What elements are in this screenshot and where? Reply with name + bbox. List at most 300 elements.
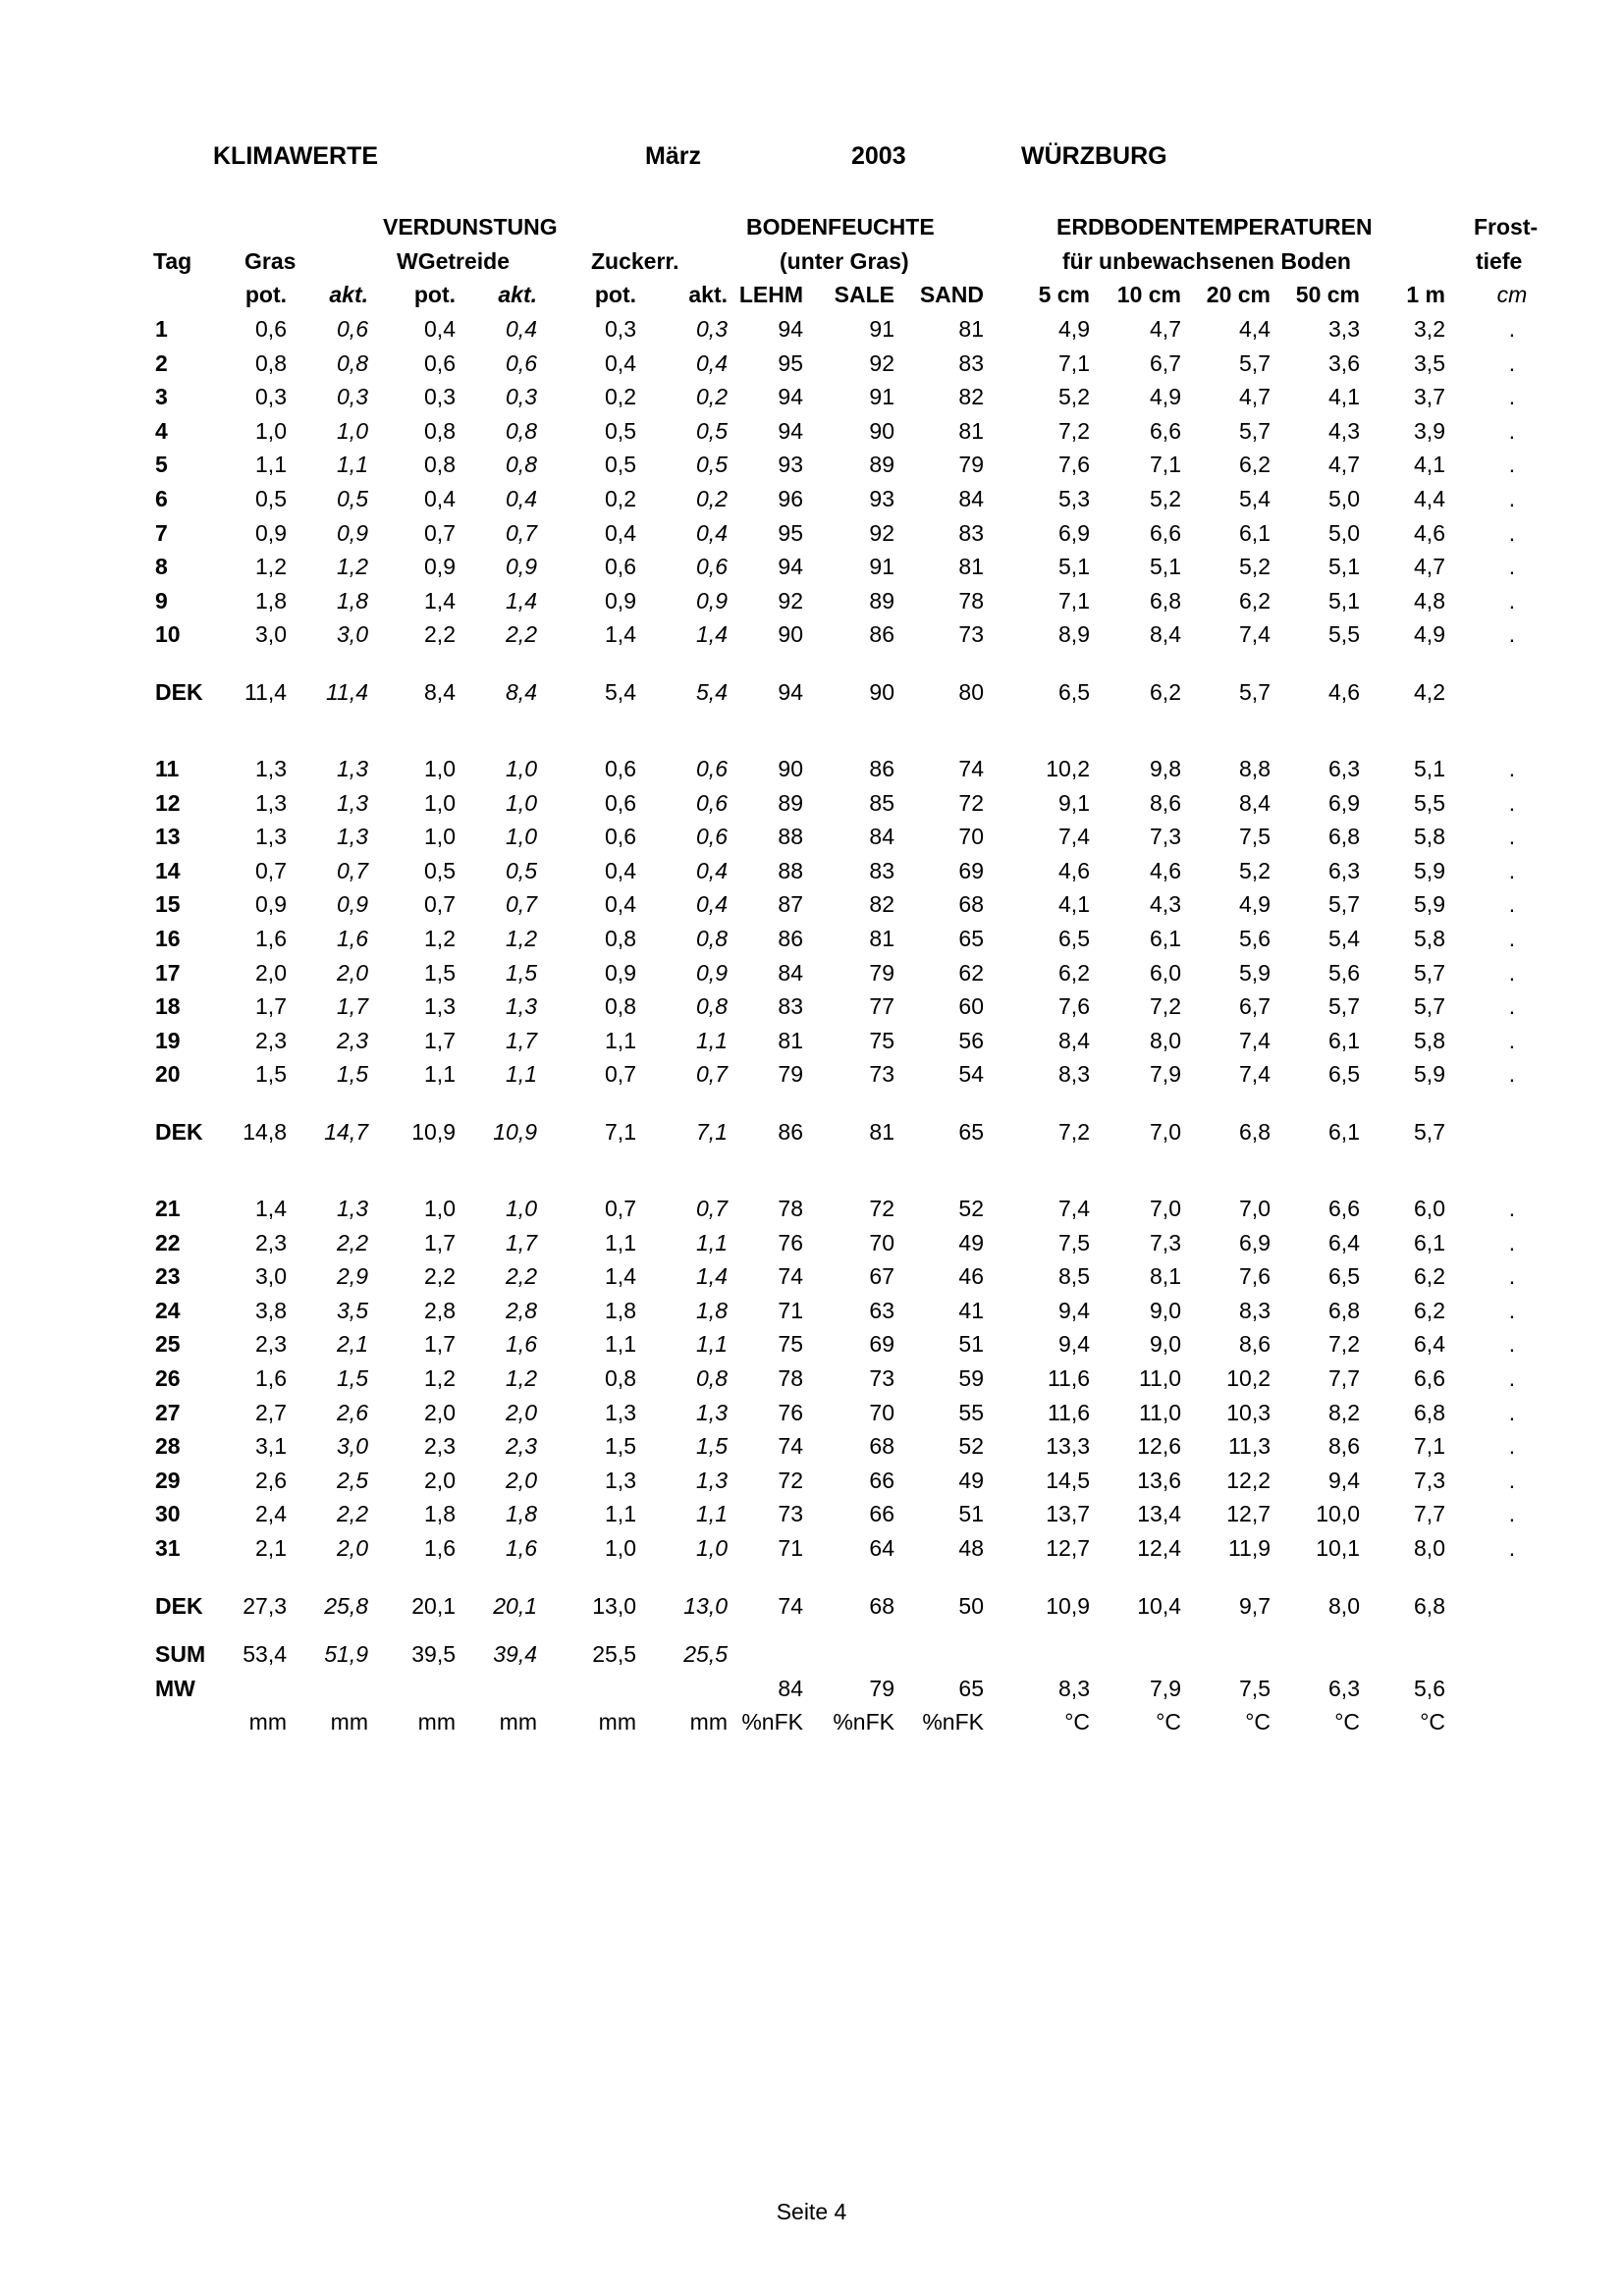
table-cell: 7,0 xyxy=(1150,1196,1181,1221)
table-cell: 1,5 xyxy=(255,1061,287,1088)
table-cell: 1,6 xyxy=(506,1535,537,1561)
table-cell: 6,0 xyxy=(1414,1196,1445,1221)
table-cell: 7,1 xyxy=(1150,452,1181,478)
table-cell: 14,5 xyxy=(1046,1467,1090,1493)
dek-cell: 80 xyxy=(958,679,984,705)
column-header: akt. xyxy=(688,282,728,307)
table-cell: 0,3 xyxy=(255,384,287,410)
table-cell: 0,2 xyxy=(605,384,636,410)
table-cell: 0,5 xyxy=(337,486,368,511)
table-cell: 8,0 xyxy=(1150,1027,1181,1053)
table-cell: 7,1 xyxy=(1058,587,1090,614)
table-cell: 41 xyxy=(958,1297,984,1323)
table-cell: 0,4 xyxy=(506,486,537,511)
header-wgetreide: WGetreide xyxy=(397,248,511,274)
table-cell: 0,5 xyxy=(605,452,636,478)
dek-cell: 7,0 xyxy=(1150,1119,1181,1145)
table-cell: 0,6 xyxy=(506,349,537,376)
table-cell: 0,3 xyxy=(337,384,368,410)
table-cell: 6,1 xyxy=(1150,926,1181,951)
dek-cell: 7,2 xyxy=(1058,1119,1090,1145)
table-cell: 0,9 xyxy=(337,891,368,918)
table-cell: 9,0 xyxy=(1150,1331,1181,1358)
table-cell: 78 xyxy=(778,1365,803,1391)
table-cell: 0,4 xyxy=(424,486,456,511)
table-cell: 4,9 xyxy=(1414,621,1445,648)
table-cell: 1,1 xyxy=(696,1501,728,1527)
table-cell: 6,8 xyxy=(1328,1297,1360,1323)
table-cell: 5,2 xyxy=(1239,554,1271,580)
table-cell: 7,0 xyxy=(1239,1196,1271,1221)
table-cell: 0,5 xyxy=(696,452,728,478)
table-cell: 73 xyxy=(778,1501,803,1527)
table-cell: 3,0 xyxy=(337,621,368,648)
table-cell: 84 xyxy=(778,959,803,986)
table-cell: 0,6 xyxy=(605,789,636,816)
table-cell: 1,0 xyxy=(696,1535,728,1561)
dek-cell: 5,7 xyxy=(1239,679,1271,705)
table-cell: 4,4 xyxy=(1239,316,1271,342)
table-cell: 7,2 xyxy=(1058,417,1090,444)
table-cell: 8,2 xyxy=(1328,1399,1360,1425)
table-cell: 8,0 xyxy=(1414,1535,1445,1561)
table-cell: 1,5 xyxy=(337,1061,368,1088)
table-cell: 7,4 xyxy=(1239,621,1271,648)
table-cell: 2,0 xyxy=(337,1535,368,1561)
doc-year: 2003 xyxy=(851,142,906,170)
table-cell: 6,6 xyxy=(1150,519,1181,546)
table-cell: 70 xyxy=(869,1399,894,1425)
table-cell: 5,9 xyxy=(1414,857,1445,883)
header-tiefe: tiefe xyxy=(1476,248,1523,274)
table-cell: 74 xyxy=(778,1263,803,1290)
table-cell: 2,2 xyxy=(506,1263,537,1290)
table-cell: 94 xyxy=(778,384,803,410)
table-cell: 89 xyxy=(869,587,894,614)
dek-cell: 5,4 xyxy=(696,679,728,705)
table-cell: 5,0 xyxy=(1328,486,1360,511)
table-cell: 82 xyxy=(869,891,894,918)
table-cell: 12,7 xyxy=(1226,1501,1271,1527)
table-cell: 2,0 xyxy=(255,959,287,986)
dek-cell: 94 xyxy=(778,679,803,705)
table-cell: 0,4 xyxy=(424,316,456,342)
table-cell: 1,0 xyxy=(424,1196,456,1221)
table-cell: 0,9 xyxy=(255,519,287,546)
table-cell: 0,5 xyxy=(696,417,728,444)
table-cell: 79 xyxy=(958,452,984,478)
table-cell: 0,7 xyxy=(696,1061,728,1088)
column-header: cm xyxy=(1496,282,1528,307)
table-cell: 5,5 xyxy=(1328,621,1360,648)
table-cell: 78 xyxy=(958,587,984,614)
table-cell: 2,6 xyxy=(337,1399,368,1425)
day-label: 15 xyxy=(155,891,181,918)
table-cell: 9,4 xyxy=(1058,1331,1090,1358)
table-cell: 2,5 xyxy=(337,1467,368,1493)
table-cell: 5,1 xyxy=(1150,554,1181,580)
table-cell: 1,7 xyxy=(255,993,287,1020)
header-tag: Tag xyxy=(153,248,192,274)
table-cell: 12,6 xyxy=(1137,1433,1181,1460)
table-cell: 1,6 xyxy=(337,926,368,951)
table-cell: 6,1 xyxy=(1328,1027,1360,1053)
column-header: pot. xyxy=(413,282,456,307)
table-cell: 0,6 xyxy=(696,756,728,781)
table-cell: 8,4 xyxy=(1150,621,1181,648)
table-cell: 0,7 xyxy=(605,1061,636,1088)
day-label: 8 xyxy=(155,554,168,580)
table-cell: 1,5 xyxy=(605,1433,636,1460)
column-header: akt. xyxy=(329,282,368,307)
table-cell: 0,4 xyxy=(605,857,636,883)
table-cell: 5,8 xyxy=(1414,1027,1445,1053)
table-cell: 0,7 xyxy=(696,1196,728,1221)
day-label: 6 xyxy=(155,486,168,511)
table-cell: 74 xyxy=(778,1433,803,1460)
table-cell: 6,2 xyxy=(1239,452,1271,478)
table-cell: 75 xyxy=(778,1331,803,1358)
table-cell: 2,3 xyxy=(506,1433,537,1460)
table-cell: 6,4 xyxy=(1414,1331,1445,1358)
header-bodenfeuchte: BODENFEUCHTE xyxy=(746,214,935,240)
table-cell: 1,4 xyxy=(605,1263,636,1290)
table-cell: 48 xyxy=(958,1535,984,1561)
table-cell: 83 xyxy=(958,519,984,546)
table-cell: 90 xyxy=(778,756,803,781)
table-cell: 79 xyxy=(778,1061,803,1088)
table-cell: 1,6 xyxy=(255,926,287,951)
table-cell: 6,8 xyxy=(1328,824,1360,850)
table-cell: 0,7 xyxy=(506,891,537,918)
table-cell: 72 xyxy=(958,789,984,816)
table-cell: 8,6 xyxy=(1328,1433,1360,1460)
table-cell: 1,1 xyxy=(506,1061,537,1088)
table-cell: 0,6 xyxy=(696,824,728,850)
dek-cell: 20,1 xyxy=(493,1592,537,1619)
table-cell: 52 xyxy=(958,1433,984,1460)
table-cell: . xyxy=(1508,1196,1516,1221)
table-cell: . xyxy=(1508,1229,1516,1255)
table-cell: 0,4 xyxy=(696,519,728,546)
table-cell: 5,3 xyxy=(1058,486,1090,511)
table-cell: 1,1 xyxy=(696,1027,728,1053)
table-cell: 5,1 xyxy=(1328,554,1360,580)
table-cell: 91 xyxy=(869,316,894,342)
doc-location: WÜRZBURG xyxy=(1021,142,1167,170)
table-cell: 6,2 xyxy=(1414,1263,1445,1290)
table-cell: 0,4 xyxy=(605,519,636,546)
table-cell: 1,2 xyxy=(506,926,537,951)
table-cell: 93 xyxy=(869,486,894,511)
table-cell: 6,0 xyxy=(1150,959,1181,986)
table-cell: 1,1 xyxy=(605,1229,636,1255)
table-cell: 5,9 xyxy=(1239,959,1271,986)
table-cell: 6,3 xyxy=(1328,857,1360,883)
table-cell: 0,6 xyxy=(605,824,636,850)
table-cell: 1,7 xyxy=(424,1027,456,1053)
table-cell: 1,0 xyxy=(506,789,537,816)
table-cell: . xyxy=(1508,587,1516,614)
table-cell: 81 xyxy=(778,1027,803,1053)
header-verdunstung: VERDUNSTUNG xyxy=(383,214,558,240)
table-cell: 1,0 xyxy=(424,789,456,816)
table-cell: 51 xyxy=(958,1331,984,1358)
day-label: 20 xyxy=(155,1061,181,1088)
table-cell: 91 xyxy=(869,554,894,580)
table-cell: 0,9 xyxy=(605,587,636,614)
table-cell: 84 xyxy=(869,824,894,850)
table-cell: 1,3 xyxy=(605,1399,636,1425)
table-cell: 4,7 xyxy=(1328,452,1360,478)
column-header: 20 cm xyxy=(1206,282,1271,307)
table-cell: 87 xyxy=(778,891,803,918)
table-cell: 63 xyxy=(869,1297,894,1323)
table-cell: 11,9 xyxy=(1227,1535,1271,1561)
table-cell: 7,7 xyxy=(1328,1365,1360,1391)
mw-cell: 84 xyxy=(778,1675,803,1701)
table-cell: 81 xyxy=(958,417,984,444)
dek-cell: 5,4 xyxy=(605,679,636,705)
table-cell: 3,0 xyxy=(255,621,287,648)
table-cell: 70 xyxy=(958,824,984,850)
table-cell: 4,6 xyxy=(1414,519,1445,546)
table-cell: 1,8 xyxy=(506,1501,537,1527)
dek-cell: 10,9 xyxy=(1046,1592,1090,1619)
table-cell: 6,2 xyxy=(1414,1297,1445,1323)
table-cell: 1,1 xyxy=(605,1027,636,1053)
table-cell: 0,6 xyxy=(605,756,636,781)
table-cell: 6,7 xyxy=(1150,349,1181,376)
table-cell: 6,8 xyxy=(1414,1399,1445,1425)
table-cell: 4,9 xyxy=(1058,316,1090,342)
header-zuckerr: Zuckerr. xyxy=(591,248,679,274)
table-cell: 0,2 xyxy=(605,486,636,511)
table-cell: 3,7 xyxy=(1414,384,1445,410)
table-cell: 0,9 xyxy=(255,891,287,918)
unit-label: %nFK xyxy=(833,1709,894,1735)
table-cell: 6,1 xyxy=(1239,519,1271,546)
dek-cell: 11,4 xyxy=(325,679,368,705)
table-cell: 7,4 xyxy=(1239,1061,1271,1088)
table-cell: 0,8 xyxy=(605,1365,636,1391)
table-cell: 2,0 xyxy=(424,1467,456,1493)
table-cell: 0,3 xyxy=(424,384,456,410)
table-cell: 7,3 xyxy=(1150,1229,1181,1255)
table-cell: 6,6 xyxy=(1414,1365,1445,1391)
table-cell: 2,3 xyxy=(424,1433,456,1460)
table-cell: 1,7 xyxy=(506,1027,537,1053)
day-label: 1 xyxy=(155,316,168,342)
table-cell: 55 xyxy=(958,1399,984,1425)
table-cell: 2,0 xyxy=(337,959,368,986)
table-cell: 5,2 xyxy=(1239,857,1271,883)
mw-cell: 79 xyxy=(869,1675,894,1701)
table-cell: 0,6 xyxy=(337,316,368,342)
table-cell: 74 xyxy=(958,756,984,781)
table-cell: 5,4 xyxy=(1239,486,1271,511)
day-label: 5 xyxy=(155,452,168,478)
table-cell: 6,2 xyxy=(1239,587,1271,614)
table-cell: 1,1 xyxy=(605,1501,636,1527)
table-cell: 5,9 xyxy=(1414,891,1445,918)
table-cell: 4,7 xyxy=(1414,554,1445,580)
dek-cell: 8,4 xyxy=(424,679,456,705)
sum-cell: 39,4 xyxy=(493,1641,537,1667)
table-cell: 9,4 xyxy=(1058,1297,1090,1323)
table-cell: . xyxy=(1508,621,1516,648)
table-cell: . xyxy=(1508,857,1516,883)
table-cell: 0,4 xyxy=(696,857,728,883)
table-cell: 0,6 xyxy=(424,349,456,376)
unit-label: mm xyxy=(499,1709,537,1735)
table-cell: 5,1 xyxy=(1058,554,1090,580)
day-label: 24 xyxy=(155,1297,181,1323)
table-cell: 1,1 xyxy=(605,1331,636,1358)
table-cell: . xyxy=(1508,1365,1516,1391)
table-cell: 5,6 xyxy=(1328,959,1360,986)
mw-cell: 5,6 xyxy=(1414,1675,1445,1701)
table-cell: 1,3 xyxy=(255,789,287,816)
table-cell: 0,8 xyxy=(424,417,456,444)
column-header: SAND xyxy=(919,282,984,307)
dek-cell: 14,7 xyxy=(324,1119,368,1145)
table-cell: 72 xyxy=(869,1196,894,1221)
table-cell: 10,2 xyxy=(1046,756,1090,781)
table-cell: . xyxy=(1508,1433,1516,1460)
table-cell: 78 xyxy=(778,1196,803,1221)
dek-cell: 4,6 xyxy=(1328,679,1360,705)
table-cell: 86 xyxy=(869,756,894,781)
dek-cell: 6,1 xyxy=(1328,1119,1360,1145)
table-cell: 10,0 xyxy=(1316,1501,1360,1527)
table-cell: 71 xyxy=(778,1535,803,1561)
day-label: 4 xyxy=(155,417,168,444)
table-cell: 86 xyxy=(778,926,803,951)
table-cell: 2,2 xyxy=(337,1501,368,1527)
table-cell: 6,7 xyxy=(1239,993,1271,1020)
table-cell: 0,4 xyxy=(506,316,537,342)
table-cell: 6,9 xyxy=(1058,519,1090,546)
table-cell: 0,6 xyxy=(696,789,728,816)
table-cell: 5,0 xyxy=(1328,519,1360,546)
table-cell: 7,1 xyxy=(1058,349,1090,376)
table-cell: 10,2 xyxy=(1226,1365,1271,1391)
column-header: SALE xyxy=(834,282,894,307)
mw-cell: 7,9 xyxy=(1150,1675,1181,1701)
table-cell: . xyxy=(1508,891,1516,918)
dek-label: DEK xyxy=(155,1592,203,1619)
table-cell: 1,6 xyxy=(424,1535,456,1561)
table-cell: 3,6 xyxy=(1328,349,1360,376)
day-label: 26 xyxy=(155,1365,181,1391)
table-cell: 89 xyxy=(778,789,803,816)
table-cell: 1,8 xyxy=(605,1297,636,1323)
table-cell: . xyxy=(1508,1501,1516,1527)
table-cell: 3,0 xyxy=(337,1433,368,1460)
table-cell: 52 xyxy=(958,1196,984,1221)
table-cell: 0,8 xyxy=(337,349,368,376)
table-cell: 7,5 xyxy=(1239,824,1271,850)
table-cell: 10,3 xyxy=(1226,1399,1271,1425)
table-cell: 0,9 xyxy=(696,959,728,986)
table-cell: . xyxy=(1508,1027,1516,1053)
table-cell: 73 xyxy=(958,621,984,648)
table-cell: . xyxy=(1508,1535,1516,1561)
mw-cell: 65 xyxy=(958,1675,984,1701)
table-cell: 1,0 xyxy=(337,417,368,444)
table-cell: 71 xyxy=(778,1297,803,1323)
table-cell: 5,7 xyxy=(1239,417,1271,444)
table-cell: 1,2 xyxy=(255,554,287,580)
table-cell: 81 xyxy=(958,554,984,580)
table-cell: 59 xyxy=(958,1365,984,1391)
table-cell: 1,0 xyxy=(424,824,456,850)
table-cell: 1,8 xyxy=(337,587,368,614)
table-cell: 1,6 xyxy=(255,1365,287,1391)
table-cell: 0,8 xyxy=(605,993,636,1020)
table-cell: 7,7 xyxy=(1414,1501,1445,1527)
table-cell: 1,3 xyxy=(506,993,537,1020)
table-cell: 1,3 xyxy=(255,756,287,781)
day-label: 12 xyxy=(155,789,181,816)
table-cell: 81 xyxy=(958,316,984,342)
mw-label: MW xyxy=(155,1675,195,1701)
column-header: 10 cm xyxy=(1116,282,1181,307)
table-cell: 0,8 xyxy=(506,417,537,444)
day-label: 16 xyxy=(155,926,181,951)
dek-cell: 20,1 xyxy=(411,1592,456,1619)
table-cell: 4,6 xyxy=(1150,857,1181,883)
table-cell: 0,7 xyxy=(255,857,287,883)
table-cell: 2,0 xyxy=(506,1399,537,1425)
table-cell: 3,1 xyxy=(255,1433,287,1460)
table-cell: 0,4 xyxy=(605,349,636,376)
table-cell: 2,2 xyxy=(506,621,537,648)
table-cell: 0,9 xyxy=(506,554,537,580)
table-cell: 2,0 xyxy=(424,1399,456,1425)
table-cell: 49 xyxy=(958,1229,984,1255)
table-cell: 8,4 xyxy=(1239,789,1271,816)
column-header: pot. xyxy=(594,282,636,307)
unit-label: °C xyxy=(1245,1709,1271,1735)
table-cell: 8,6 xyxy=(1239,1331,1271,1358)
dek-cell: 25,8 xyxy=(324,1592,368,1619)
table-cell: 56 xyxy=(958,1027,984,1053)
day-label: 3 xyxy=(155,384,168,410)
table-cell: 1,3 xyxy=(424,993,456,1020)
table-cell: 77 xyxy=(869,993,894,1020)
table-cell: 76 xyxy=(778,1229,803,1255)
dek-cell: 74 xyxy=(778,1592,803,1619)
table-cell: 6,5 xyxy=(1328,1263,1360,1290)
table-cell: 2,0 xyxy=(506,1467,537,1493)
dek-cell: 13,0 xyxy=(683,1592,728,1619)
table-cell: 90 xyxy=(869,417,894,444)
table-cell: 68 xyxy=(869,1433,894,1460)
table-cell: 1,2 xyxy=(424,926,456,951)
table-cell: 12,7 xyxy=(1046,1535,1090,1561)
table-cell: 7,3 xyxy=(1414,1467,1445,1493)
table-cell: 9,1 xyxy=(1058,789,1090,816)
table-cell: 0,7 xyxy=(337,857,368,883)
table-cell: 88 xyxy=(778,824,803,850)
table-cell: 85 xyxy=(869,789,894,816)
mw-cell: 7,5 xyxy=(1239,1675,1271,1701)
table-cell: 1,5 xyxy=(424,959,456,986)
table-cell: 0,8 xyxy=(696,926,728,951)
table-cell: 0,9 xyxy=(337,519,368,546)
